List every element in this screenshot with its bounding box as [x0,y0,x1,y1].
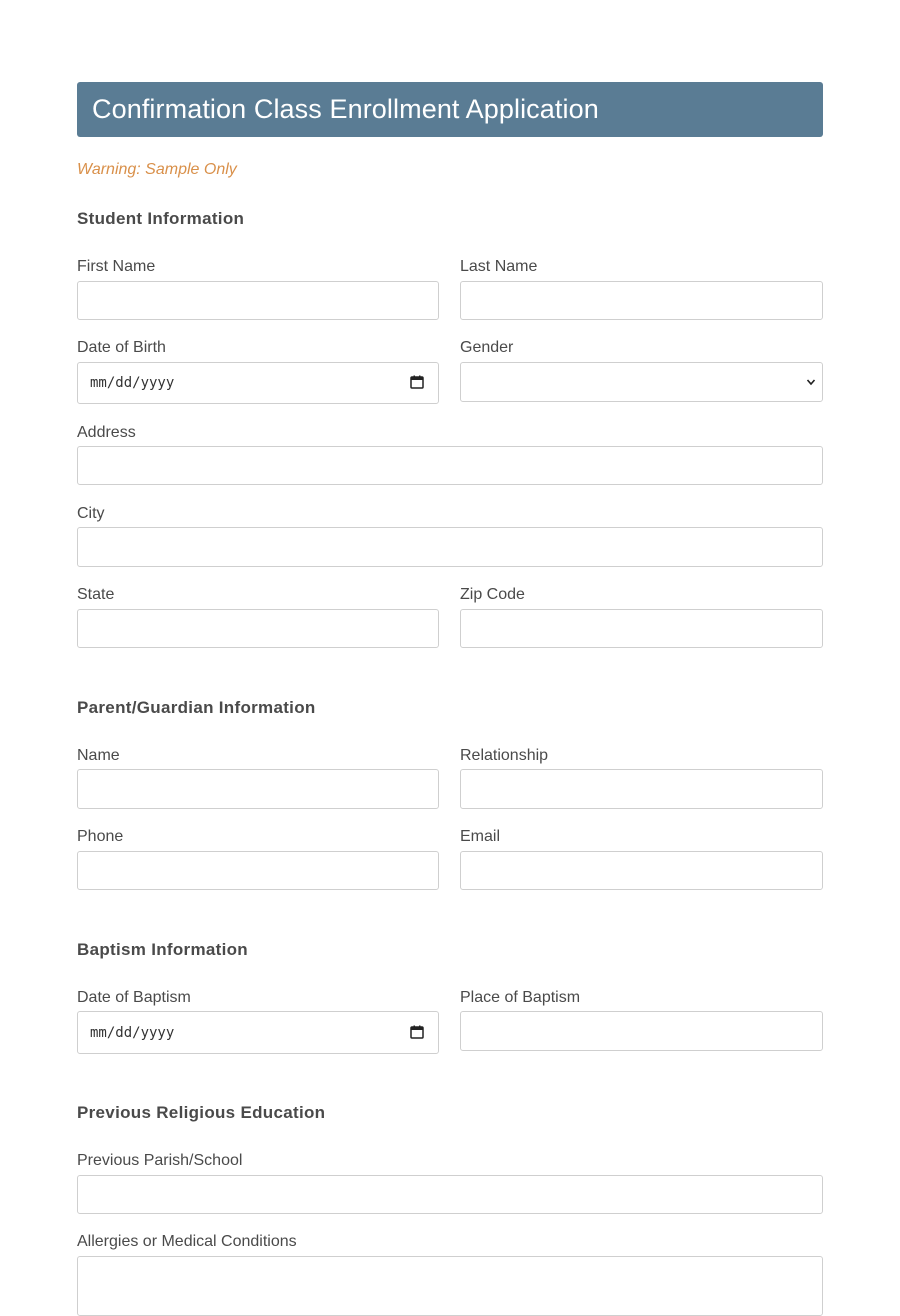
title-bar [77,82,823,137]
allergies-label: Allergies or Medical Conditions [77,1233,297,1250]
relationship-label: Relationship [460,747,549,764]
parent-name-label: Name [77,747,120,764]
calendar-icon[interactable] [410,375,424,389]
parish-field [77,1152,823,1170]
parent-name-input[interactable] [77,769,439,809]
parent-name-field [77,747,439,765]
address-field [77,424,823,442]
last-name-input[interactable] [460,281,823,320]
baptism-date-input[interactable] [77,1011,439,1054]
gender-label: Gender [460,339,514,356]
baptism-place-input[interactable] [460,1011,823,1051]
baptism-date-placeholder: mm/dd/yyyy [90,1025,175,1041]
dob-placeholder: mm/dd/yyyy [90,375,175,391]
zip-input[interactable] [460,609,823,648]
first-name-input[interactable] [77,281,439,320]
gender-select[interactable] [460,362,823,402]
section-title-baptism: Baptism Information [77,940,248,959]
section-title-student: Student Information [77,209,245,228]
address-label: Address [77,424,136,441]
relationship-input[interactable] [460,769,823,809]
first-name-label: First Name [77,258,156,275]
zip-label: Zip Code [460,586,525,603]
state-label: State [77,586,115,603]
page-title: Confirmation Class Enrollment Application [92,94,599,124]
baptism-date-label: Date of Baptism [77,989,191,1006]
parish-label: Previous Parish/School [77,1152,243,1169]
email-input[interactable] [460,851,823,890]
last-name-label: Last Name [460,258,538,275]
chevron-down-icon [806,377,816,387]
baptism-date-field [77,989,439,1041]
section-title-parent: Parent/Guardian Information [77,698,316,717]
phone-field [77,828,439,846]
dob-label: Date of Birth [77,339,166,356]
enrollment-form [77,82,823,1250]
state-input[interactable] [77,609,439,648]
first-name-field [77,258,439,276]
city-input[interactable] [77,527,823,567]
email-label: Email [460,828,501,845]
allergies-field [77,1233,823,1251]
zip-field [460,586,823,604]
dob-input[interactable] [77,362,439,404]
state-field [77,586,439,604]
city-field [77,505,823,523]
last-name-field [460,258,823,276]
section-title-education: Previous Religious Education [77,1103,326,1122]
baptism-place-label: Place of Baptism [460,989,581,1006]
phone-label: Phone [77,828,124,845]
allergies-textarea[interactable] [77,1256,823,1316]
dob-field [77,339,439,391]
address-input[interactable] [77,446,823,485]
city-label: City [77,505,105,522]
gender-field [460,339,823,357]
parish-input[interactable] [77,1175,823,1214]
calendar-icon[interactable] [410,1025,424,1039]
phone-input[interactable] [77,851,439,890]
baptism-place-field [460,989,823,1007]
email-field [460,828,823,846]
warning-text: Warning: Sample Only [77,161,237,178]
relationship-field [460,747,823,765]
